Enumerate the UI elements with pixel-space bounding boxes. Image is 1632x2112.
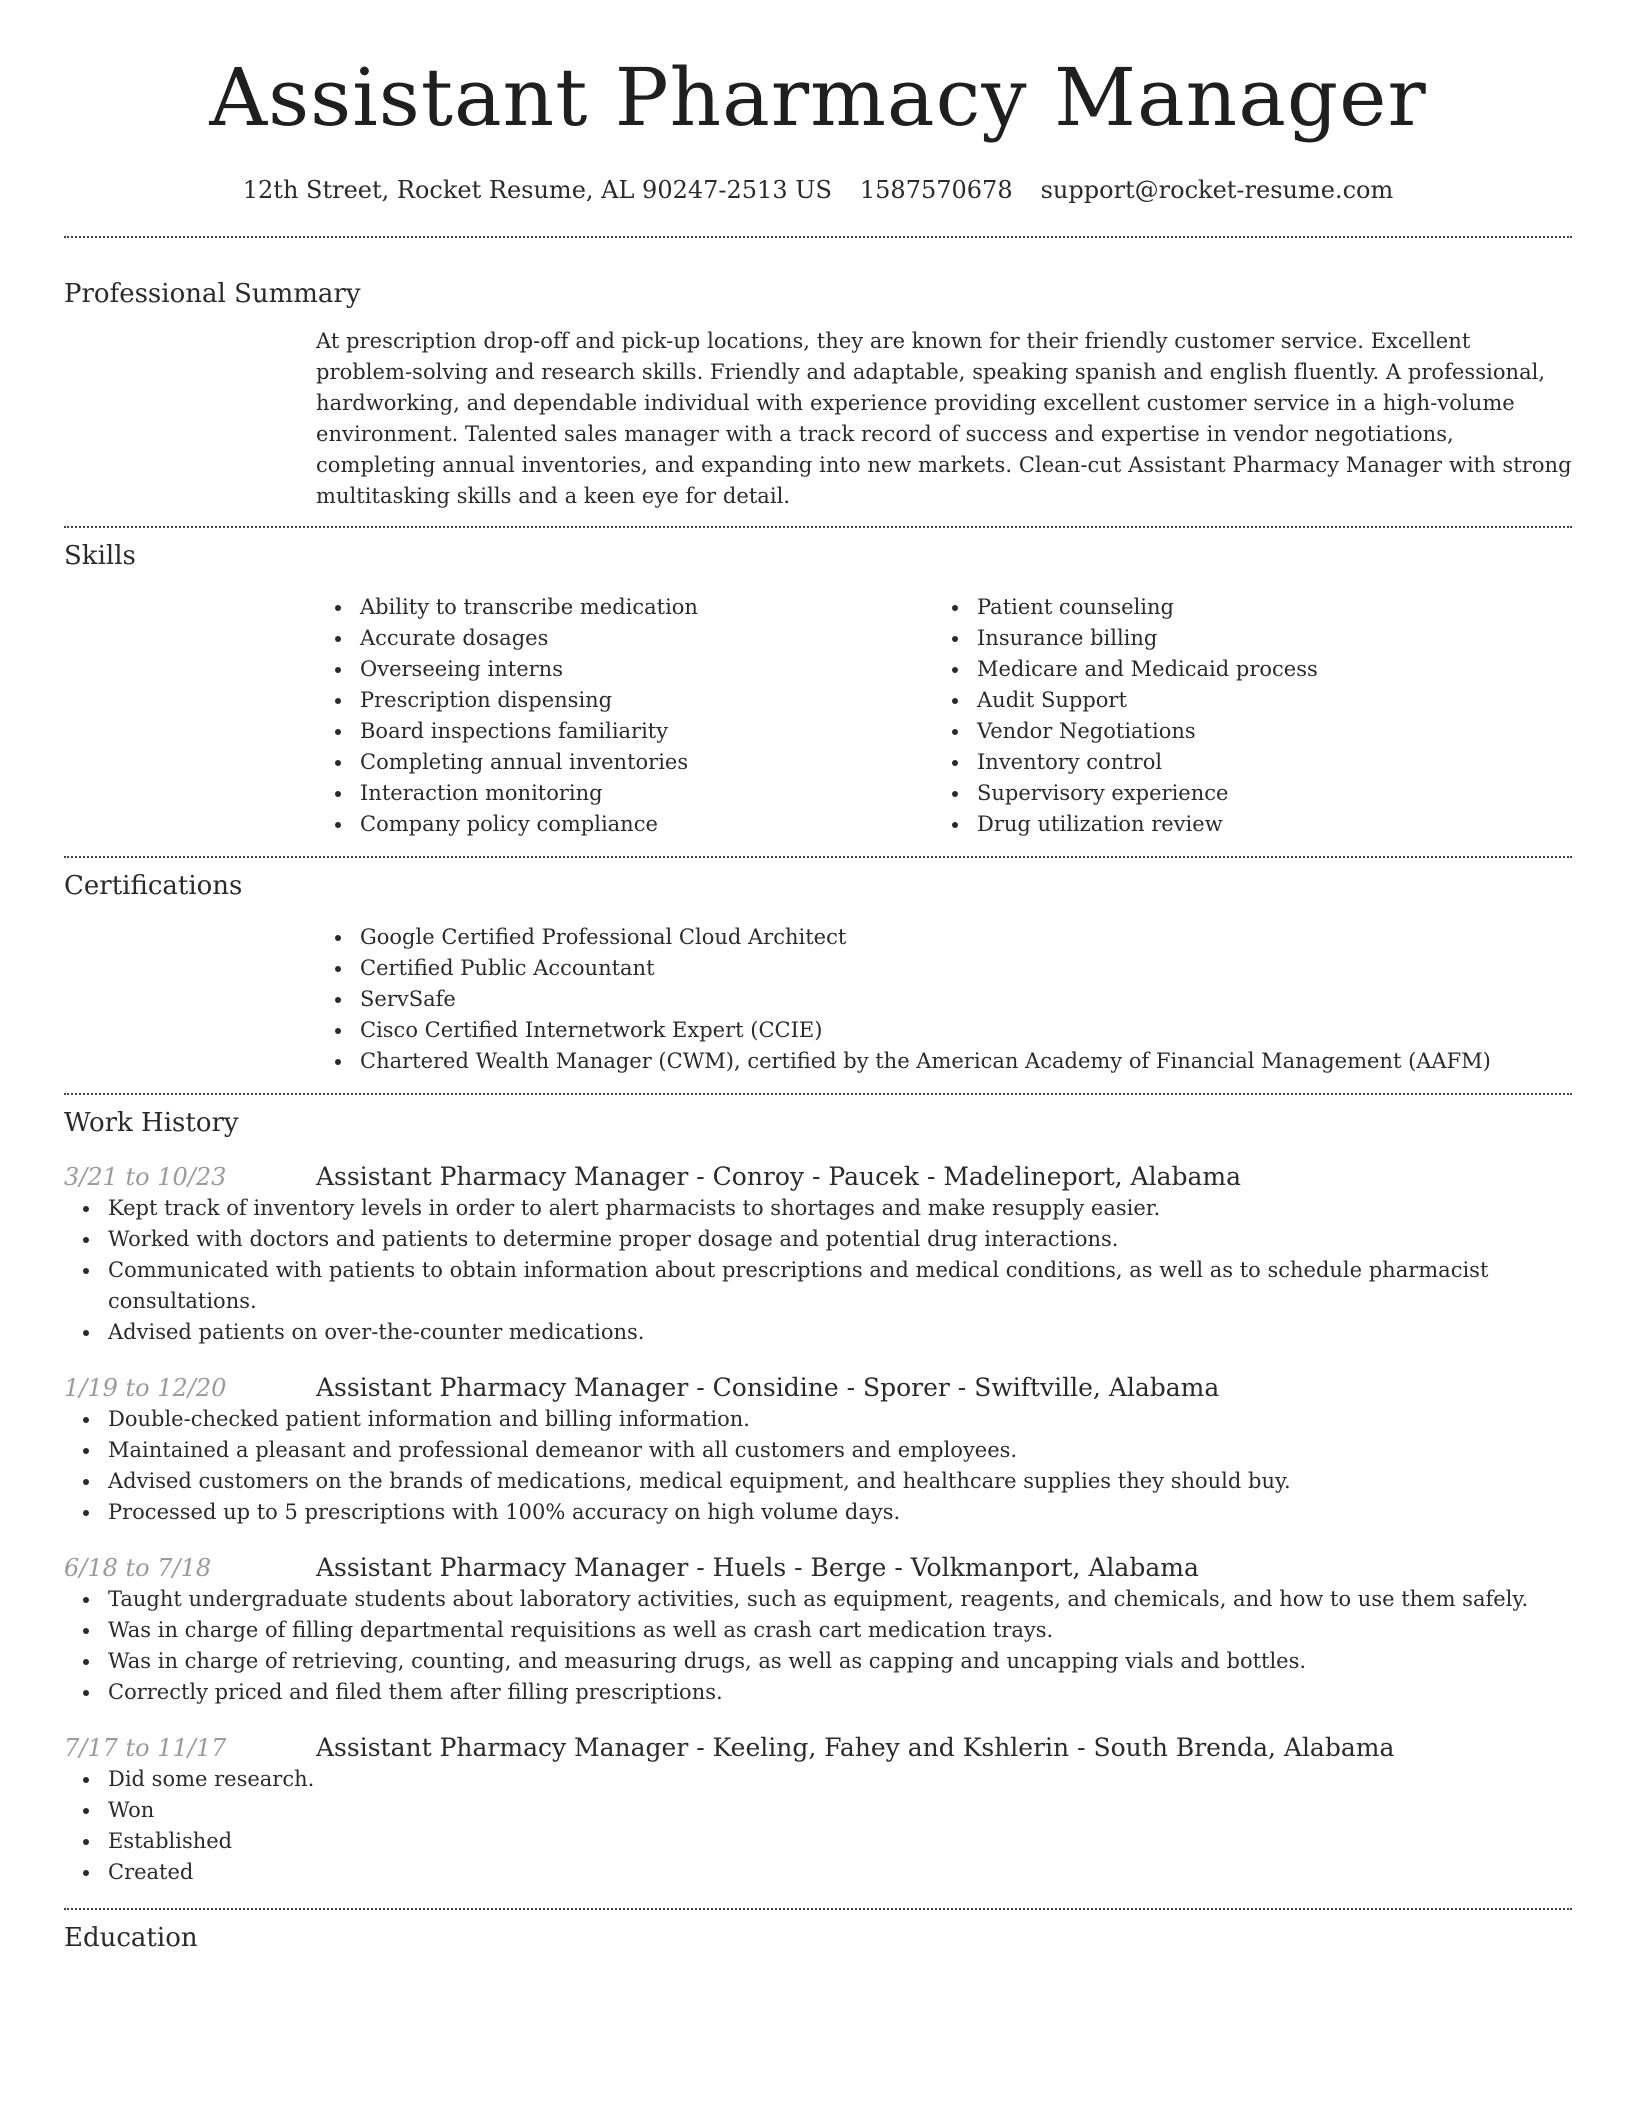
skill-item: Overseeing interns	[316, 654, 933, 685]
skill-item: Vendor Negotiations	[933, 716, 1550, 747]
job-entry	[64, 1732, 1572, 1888]
skill-item: Company policy compliance	[316, 809, 933, 840]
job-entry	[64, 1372, 1572, 1528]
contact-phone: 1587570678	[859, 176, 1013, 204]
job-title: Assistant Pharmacy Manager - Huels - Berge - Volkmanport, Alabama	[316, 1553, 1199, 1582]
job-bullet: Created	[64, 1857, 1572, 1888]
certification-item: Google Certified Professional Cloud Architect	[316, 922, 1572, 953]
skill-item: Drug utilization review	[933, 809, 1550, 840]
job-bullet: Advised patients on over-the-counter medications.	[64, 1317, 1572, 1348]
skill-item: Ability to transcribe medication	[316, 592, 933, 623]
job-bullet: Maintained a pleasant and professional demeanor with all customers and employees.	[64, 1435, 1572, 1466]
skill-item: Insurance billing	[933, 623, 1550, 654]
job-date: 6/18 to 7/18	[64, 1554, 212, 1582]
divider	[64, 1093, 1572, 1095]
certifications-list	[316, 922, 1572, 1077]
section-title-skills: Skills	[64, 541, 136, 571]
job-bullet: Was in charge of retrieving, counting, and measuring drugs, as well as capping and uncapping vials and bottles.	[64, 1646, 1572, 1677]
job-bullet: Was in charge of filling departmental requisitions as well as crash cart medication trays.	[64, 1615, 1572, 1646]
contact-address: 12th Street, Rocket Resume, AL 90247-2513 US	[242, 176, 832, 204]
certification-item: ServSafe	[316, 984, 1572, 1015]
divider	[64, 856, 1572, 858]
section-title-education: Education	[64, 1923, 198, 1953]
job-bullet: Advised customers on the brands of medications, medical equipment, and healthcare supplies they should buy.	[64, 1466, 1572, 1497]
job-bullet: Did some research.	[64, 1764, 1572, 1795]
divider	[64, 526, 1572, 528]
skill-item: Supervisory experience	[933, 778, 1550, 809]
contact-email[interactable]: support@rocket-resume.com	[1040, 176, 1394, 204]
section-title-certifications: Certifications	[64, 871, 243, 901]
job-title: Assistant Pharmacy Manager - Considine - Sporer - Swiftville, Alabama	[316, 1373, 1220, 1402]
skill-item: Audit Support	[933, 685, 1550, 716]
skill-item: Accurate dosages	[316, 623, 933, 654]
job-bullet: Double-checked patient information and billing information.	[64, 1404, 1572, 1435]
skill-item: Completing annual inventories	[316, 747, 933, 778]
skills-list-right	[933, 592, 1550, 840]
divider	[64, 236, 1572, 238]
skills-list-left	[316, 592, 933, 840]
certifications-section	[316, 922, 1572, 1077]
skill-item: Board inspections familiarity	[316, 716, 933, 747]
skills-section	[316, 592, 1572, 840]
job-bullets	[64, 1193, 1572, 1348]
job-bullets	[64, 1764, 1572, 1888]
job-bullets	[64, 1584, 1572, 1708]
skill-item: Interaction monitoring	[316, 778, 933, 809]
certification-item: Chartered Wealth Manager (CWM), certified by the American Academy of Financial Management (AAFM)	[316, 1046, 1572, 1077]
job-date: 7/17 to 11/17	[64, 1734, 227, 1762]
skill-item: Patient counseling	[933, 592, 1550, 623]
job-bullet: Worked with doctors and patients to determine proper dosage and potential drug interactions.	[64, 1224, 1572, 1255]
skill-item: Medicare and Medicaid process	[933, 654, 1550, 685]
certification-item: Cisco Certified Internetwork Expert (CCIE)	[316, 1015, 1572, 1046]
summary-section	[316, 326, 1572, 512]
contact-line	[64, 174, 1572, 206]
job-bullet: Correctly priced and filed them after filling prescriptions.	[64, 1677, 1572, 1708]
skill-item: Inventory control	[933, 747, 1550, 778]
job-entry	[64, 1161, 1572, 1348]
job-entry	[64, 1552, 1572, 1708]
job-title: Assistant Pharmacy Manager - Keeling, Fahey and Kshlerin - South Brenda, Alabama	[316, 1733, 1395, 1762]
job-bullet: Processed up to 5 prescriptions with 100% accuracy on high volume days.	[64, 1497, 1572, 1528]
divider	[64, 1908, 1572, 1910]
certification-item: Certified Public Accountant	[316, 953, 1572, 984]
job-bullet: Won	[64, 1795, 1572, 1826]
section-title-work-history: Work History	[64, 1108, 239, 1138]
summary-text: At prescription drop-off and pick-up locations, they are known for their friendly customer service. Excellent problem-solving and research skills. Friendly and adaptable, speaking spanish and english fluently. A professional, hardworking, and dependable individual with experience providing excellent customer service in a high-volume environment. Talented sales manager with a track record of success and expertise in vendor negotiations, completing annual inventories, and expanding into new markets. Clean-cut Assistant Pharmacy Manager with strong multitasking skills and a keen eye for detail.	[316, 329, 1572, 508]
section-title-summary: Professional Summary	[64, 279, 361, 309]
job-title: Assistant Pharmacy Manager - Conroy - Paucek - Madelineport, Alabama	[316, 1162, 1241, 1191]
skill-item: Prescription dispensing	[316, 685, 933, 716]
job-bullet: Taught undergraduate students about laboratory activities, such as equipment, reagents, and chemicals, and how to use them safely.	[64, 1584, 1572, 1615]
job-date: 1/19 to 12/20	[64, 1374, 227, 1402]
job-bullet: Kept track of inventory levels in order to alert pharmacists to shortages and make resupply easier.	[64, 1193, 1572, 1224]
job-bullets	[64, 1404, 1572, 1528]
job-date: 3/21 to 10/23	[64, 1163, 227, 1191]
job-bullet: Established	[64, 1826, 1572, 1857]
job-bullet: Communicated with patients to obtain information about prescriptions and medical conditions, as well as to schedule pharmacist consultations.	[64, 1255, 1572, 1317]
resume-name: Assistant Pharmacy Manager	[209, 51, 1427, 144]
resume-page	[64, 0, 1572, 1954]
